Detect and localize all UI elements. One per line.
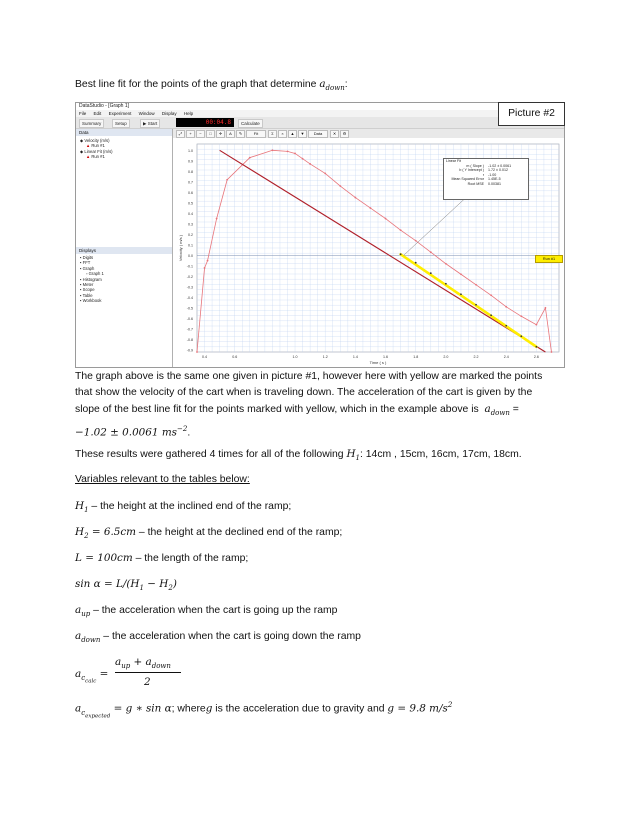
a-calc-formula: [75, 652, 195, 692]
series-point-run1: [415, 240, 417, 242]
y-tick-label: -0.1: [186, 264, 193, 269]
y-tick-label: -0.6: [186, 316, 193, 321]
move-down-icon[interactable]: ▼: [298, 130, 307, 138]
start-button[interactable]: [140, 119, 160, 128]
series-point-run1: [370, 207, 372, 209]
display-table[interactable]: ▪ Table: [80, 292, 93, 298]
a-calc-numerator: $a_{up} + a_{down}$: [115, 656, 171, 671]
series-point-run1: [545, 307, 547, 309]
series-point-run1: [445, 263, 447, 265]
y-tick-label: 0.7: [188, 180, 193, 185]
start-label: Start: [147, 121, 158, 126]
paragraph-1: [75, 369, 563, 442]
stats-icon[interactable]: Σ: [268, 130, 277, 138]
run-icon: ▲: [86, 143, 91, 149]
sensor-icon: ◆: [80, 138, 84, 143]
calculate-label: Calculate: [241, 121, 260, 126]
var-sin-alpha: $\sin \alpha = L/(H_1 - H_2)$: [75, 578, 177, 593]
calculate-button[interactable]: [238, 119, 263, 128]
menu-edit[interactable]: Edit: [93, 111, 102, 116]
graph-icon: ▪: [80, 265, 82, 271]
var-h1: $H_1$ – the height at the inclined end of the ramp;: [75, 500, 292, 515]
data-tree: [80, 138, 113, 160]
x-tick-label: 1.2: [322, 355, 328, 359]
x-tick-label: 1.4: [352, 355, 358, 359]
graph-toolbar: [173, 129, 564, 138]
fit-row-value: 1.72 ± 0.012: [488, 168, 508, 173]
y-tick-label: 0.6: [188, 190, 193, 195]
series-point-run1: [324, 173, 326, 175]
display-fft[interactable]: ▪ FFT: [80, 260, 91, 266]
fraction-bar: [115, 672, 181, 673]
picture-label: Picture #2: [498, 102, 565, 126]
y-tick-label: 0.5: [188, 201, 193, 206]
fit-row: [444, 182, 528, 187]
y-tick-label: -0.7: [186, 327, 193, 332]
timer-display: 00:04.8: [176, 118, 234, 127]
display-workbook[interactable]: ▪ Workbook: [80, 298, 102, 304]
series-point-run1: [400, 229, 402, 231]
menu-experiment[interactable]: Experiment: [108, 111, 132, 116]
series-point-run1: [460, 273, 462, 275]
fit-row-value: 1.45E-5: [488, 177, 501, 182]
series-point-run1: [520, 315, 522, 317]
series-point-run1: [385, 218, 387, 220]
setup-label: Setup: [115, 121, 127, 126]
fit-row-label: m ( Slope ): [466, 163, 484, 168]
summary-button[interactable]: [79, 119, 104, 128]
series-point-run1: [272, 149, 274, 151]
y-tick-label: -0.8: [186, 337, 193, 342]
highlight-point: [505, 325, 507, 327]
fit-icon: ◆: [80, 148, 84, 154]
sidebar: [76, 129, 173, 367]
zoom-in-icon[interactable]: +: [186, 130, 195, 138]
para1-line1: The graph above is the same one given in picture #1, however here with yellow are marked the points: [75, 371, 543, 382]
para1-line3: slope of the best line fit for the points marked with yellow, which in the example above is $a_{down}$ =: [75, 403, 519, 418]
series-point-run1: [490, 294, 492, 296]
para1-line2: that show the velocity of the cart when is traveling down. The acceleration of the cart is given by the: [75, 387, 533, 398]
highlight-point: [535, 346, 537, 348]
x-tick-label: 2.0: [443, 355, 449, 359]
data-button[interactable]: Data: [308, 130, 328, 138]
fit-button[interactable]: Fit: [246, 130, 266, 138]
y-tick-label: 0.8: [188, 169, 193, 174]
y-axis-label: Velocity ( m/s ): [178, 234, 183, 262]
y-tick-label: 0.2: [188, 232, 193, 237]
series-point-run1: [204, 267, 206, 269]
series-point-run1: [302, 158, 304, 160]
text-icon[interactable]: A: [226, 130, 235, 138]
fit-row-value: -1.02 ± 0.0061: [488, 163, 512, 168]
series-point-run1: [430, 251, 432, 253]
y-tick-label: 0.0: [188, 253, 193, 258]
variables-heading: Variables relevant to the tables below:: [75, 474, 250, 485]
x-tick-label: 2.2: [473, 355, 479, 359]
menu-help[interactable]: Help: [183, 111, 194, 116]
y-tick-label: 0.9: [188, 159, 193, 164]
series-point-run1: [354, 197, 356, 199]
fit-row-label: b ( Y Intercept ): [459, 168, 484, 173]
fit-row-value: -1.00: [488, 172, 497, 177]
window-title: DataStudio - [Graph 1]: [76, 103, 564, 110]
series-point-run1: [551, 351, 553, 353]
highlight-point: [400, 253, 402, 255]
x-tick-label: 0.4: [202, 355, 208, 359]
var-a-up: $a_{up}$ – the acceleration when the cart is going up the ramp: [75, 604, 338, 619]
tree-item-linear-fit[interactable]: ◆ Linear Fit (m/s): [80, 148, 113, 154]
scope-icon: ▪: [80, 287, 82, 293]
display-meter[interactable]: ▪ Meter: [80, 282, 94, 288]
a-calc-denominator: 2: [144, 676, 151, 688]
run-icon: ▲: [86, 154, 91, 160]
highlight-point: [415, 262, 417, 264]
menu-window[interactable]: Window: [138, 111, 155, 116]
series-point-run1: [287, 150, 289, 152]
displays-panel-header: Displays: [76, 247, 172, 254]
paragraph-2: These results were gathered 4 times for all of the following $H_1$: 14cm , 15cm, 16cm, 17cm, 18cm.: [75, 448, 522, 463]
series-point-run1: [475, 284, 477, 286]
a-expected-line: $a_{c_{expected}} = g$ ∗ sin α; whereg is the acceleration due to gravity and g = 9.8 $m/s^2$: [75, 701, 453, 719]
highlight-point: [490, 314, 492, 316]
series-point-run1: [309, 163, 311, 165]
series-point-run1: [207, 260, 209, 262]
data-panel-header: Data: [76, 129, 172, 136]
note-icon[interactable]: ✎: [236, 130, 245, 138]
menu-display[interactable]: Display: [161, 111, 177, 116]
menu-file[interactable]: File: [79, 111, 87, 116]
play-icon: ▶: [143, 121, 147, 126]
histogram-icon: ▪: [80, 276, 82, 282]
datastudio-screenshot: [75, 102, 565, 368]
graph-area[interactable]: [173, 138, 564, 367]
fit-row-label: r: [482, 172, 484, 177]
highlight-point: [520, 335, 522, 337]
display-scope[interactable]: ▪ Scope: [80, 287, 95, 293]
y-tick-label: 0.3: [188, 222, 193, 227]
series-point-run1: [216, 218, 218, 220]
fft-icon: ▪: [80, 260, 82, 266]
move-up-icon[interactable]: ▲: [288, 130, 297, 138]
table-icon: ▪: [80, 292, 82, 298]
y-tick-label: 0.1: [188, 243, 193, 248]
var-a-down: $a_{down}$ – the acceleration when the cart is going down the ramp: [75, 630, 361, 645]
meter-icon: ▪: [80, 282, 82, 288]
x-tick-label: 2.4: [503, 355, 509, 359]
x-tick-label: 1.0: [292, 355, 298, 359]
series-point-run1: [294, 153, 296, 155]
series-point-run1: [505, 306, 507, 308]
fit-box-title: Linear Fit: [446, 159, 461, 163]
smart-tool-icon[interactable]: ✛: [216, 130, 225, 138]
remove-icon[interactable]: ✕: [330, 130, 339, 138]
y-tick-label: -0.2: [186, 274, 193, 279]
para1-line4: −1.02 ± 0.0061 $ms^{-2}$.: [75, 425, 191, 439]
menu-bar: [76, 110, 564, 117]
y-tick-label: 1.0: [188, 148, 193, 153]
highlight-point: [460, 293, 462, 295]
display-digits[interactable]: ▪ Digits: [80, 255, 94, 260]
select-icon[interactable]: □: [206, 130, 215, 138]
series-point-run1: [535, 324, 537, 326]
a-calc-lhs: $a_{c_{calc}}$ =: [75, 668, 109, 685]
tree-item-velocity[interactable]: ◆ Velocity (m/s): [80, 138, 110, 143]
series-point-run1: [196, 351, 198, 353]
display-histogram[interactable]: ▪ Histogram: [80, 276, 102, 282]
x-tick-label: 1.6: [383, 355, 389, 359]
display-graph-1[interactable]: ▫ Graph 1: [86, 271, 104, 277]
displays-tree: [80, 255, 104, 304]
setup-button[interactable]: [112, 119, 130, 128]
y-tick-label: 0.4: [188, 211, 193, 216]
delete-icon[interactable]: ×: [278, 130, 287, 138]
fit-row-value: 0.00381: [488, 181, 501, 186]
var-h2: $H_2 = 6.5cm$ – the height at the declined end of the ramp;: [75, 526, 343, 541]
y-tick-label: -0.9: [186, 348, 193, 353]
y-tick-label: -0.5: [186, 306, 193, 311]
series-point-run1: [226, 179, 228, 181]
settings-icon[interactable]: ⚙: [340, 130, 349, 138]
intro-line: Best line fit for the points of the graph that determine $a_{down}$:: [75, 78, 348, 93]
x-tick-label: 1.8: [413, 355, 419, 359]
workbook-icon: ▪: [80, 298, 82, 304]
graph-icon: ▫: [86, 271, 88, 277]
series-point-run1: [339, 185, 341, 187]
y-tick-label: -0.4: [186, 295, 193, 300]
fit-box-rows: [444, 164, 528, 187]
linear-fit-box[interactable]: [443, 158, 529, 200]
highlight-point: [430, 272, 432, 274]
series-point-run1: [249, 157, 251, 159]
digits-icon: ▪: [80, 255, 82, 260]
fit-row-label: Root MSE: [467, 181, 484, 186]
display-graph[interactable]: ▪ Graph: [80, 265, 95, 271]
var-l: L = 100cm – the length of the ramp;: [75, 552, 249, 564]
x-axis-label: Time ( s ): [369, 360, 387, 365]
main-toolbar: [76, 117, 564, 129]
highlight-point: [445, 283, 447, 285]
run-badge: Run #1: [535, 255, 563, 263]
tree-item-run1[interactable]: ▲ Run #1: [86, 143, 105, 149]
tree-item-fit-run1[interactable]: ▲ Run #1: [86, 154, 105, 160]
x-tick-label: 2.6: [533, 355, 539, 359]
summary-label: Summary: [82, 121, 102, 126]
y-tick-label: -0.3: [186, 285, 193, 290]
scale-icon[interactable]: ⤢: [176, 130, 185, 138]
highlight-point: [475, 304, 477, 306]
fit-row-label: Mean Squared Error: [451, 177, 484, 182]
x-tick-label: 0.6: [232, 355, 238, 359]
zoom-out-icon[interactable]: −: [196, 130, 205, 138]
